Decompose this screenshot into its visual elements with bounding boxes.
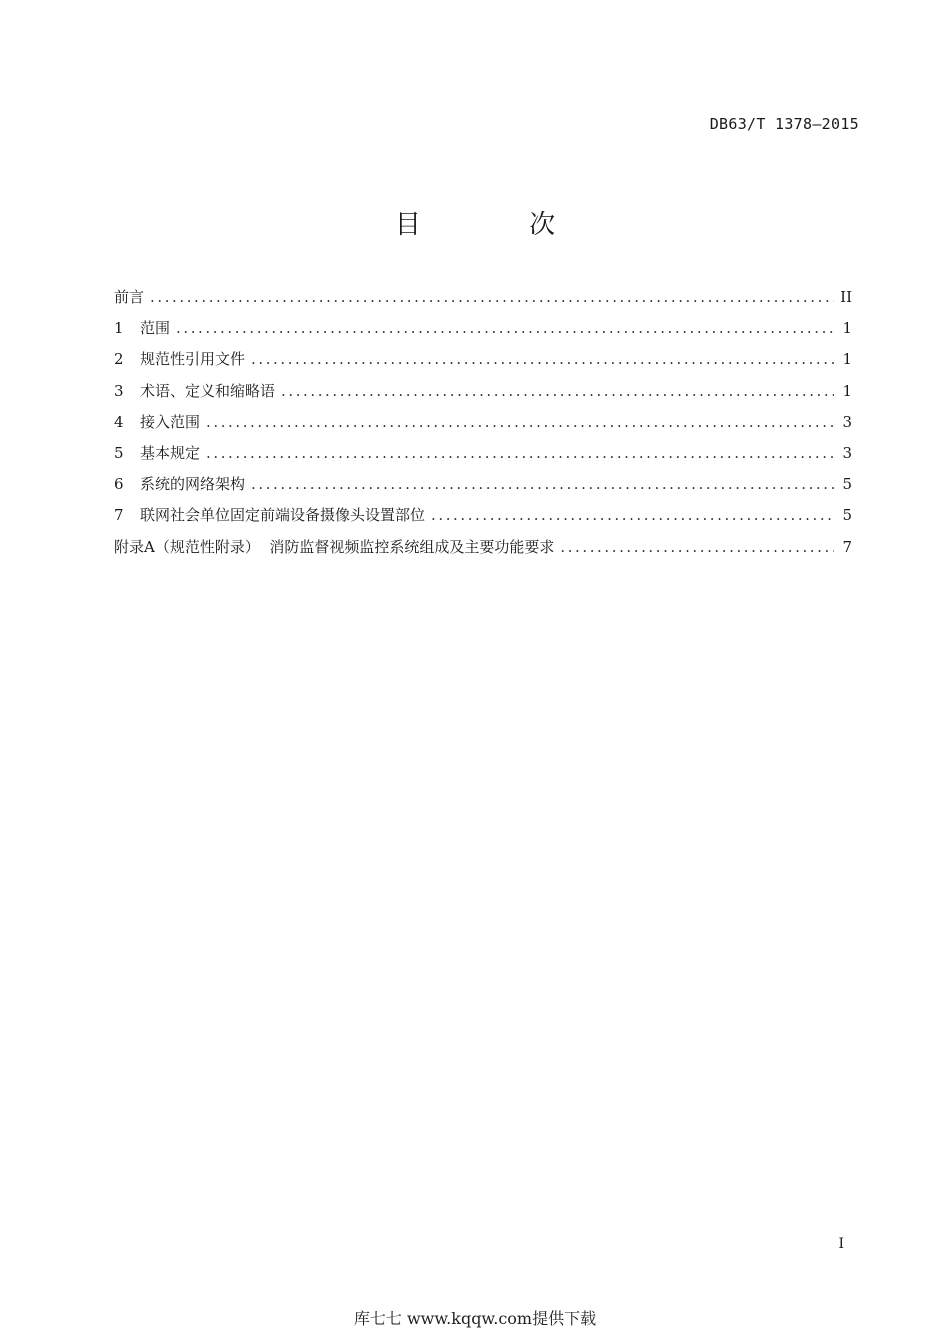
toc-dot-leader (176, 319, 834, 337)
toc-entry-label: 附录A（规范性附录） 消防监督视频监控系统组成及主要功能要求 (114, 537, 555, 556)
toc-entry-number: 4 (114, 412, 124, 431)
toc-entry-label: 基本规定 (140, 443, 201, 462)
toc-entry-number: 2 (114, 350, 124, 369)
toc-entry-page: 7 (842, 537, 852, 556)
toc-dot-leader (206, 413, 834, 431)
toc-entry-number: 7 (114, 506, 124, 525)
toc-entry-label: 规范性引用文件 (140, 350, 246, 369)
table-of-contents (114, 286, 852, 567)
document-code: DB63/T 1378—2015 (709, 115, 859, 133)
toc-entry-7[interactable] (114, 504, 852, 535)
toc-entry-label: 术语、定义和缩略语 (140, 381, 276, 400)
toc-entry-6[interactable] (114, 473, 852, 504)
toc-entry-number: 1 (114, 319, 124, 338)
toc-entry-label: 系统的网络架构 (140, 475, 246, 494)
toc-entry-page: 3 (842, 443, 852, 462)
toc-dot-leader (431, 506, 834, 524)
toc-entry-label: 范围 (140, 319, 171, 338)
toc-dot-leader (150, 288, 834, 306)
toc-entry-5[interactable] (114, 442, 852, 473)
toc-entry-page: II (840, 288, 852, 306)
toc-entry-page: 5 (842, 506, 852, 525)
page-number: I (838, 1236, 844, 1252)
toc-dot-leader (206, 444, 834, 462)
toc-entry-3[interactable] (114, 380, 852, 411)
toc-dot-leader (251, 350, 834, 368)
toc-dot-leader (560, 538, 834, 556)
toc-entry-page: 1 (842, 381, 852, 400)
toc-entry-number: 5 (114, 443, 124, 462)
footer-watermark-text: 库七七 www.kqqw.com提供下载 (353, 1309, 597, 1328)
toc-entry-appendix-a[interactable] (114, 536, 852, 567)
toc-entry-number: 6 (114, 475, 124, 494)
toc-entry-page: 1 (842, 350, 852, 369)
toc-entry-1[interactable] (114, 317, 852, 348)
toc-dot-leader (281, 382, 834, 400)
toc-entry-label: 前言 (114, 288, 145, 306)
toc-entry-label: 联网社会单位固定前端设备摄像头设置部位 (140, 506, 426, 525)
toc-entry-foreword[interactable] (114, 286, 852, 317)
toc-dot-leader (251, 475, 834, 493)
toc-entry-page: 5 (842, 475, 852, 494)
toc-entry-4[interactable] (114, 411, 852, 442)
toc-entry-number: 3 (114, 381, 124, 400)
toc-entry-page: 3 (842, 412, 852, 431)
toc-entry-2[interactable] (114, 348, 852, 379)
toc-entry-page: 1 (842, 319, 852, 338)
toc-entry-label: 接入范围 (140, 412, 201, 431)
page-title: 目 次 (394, 210, 606, 240)
